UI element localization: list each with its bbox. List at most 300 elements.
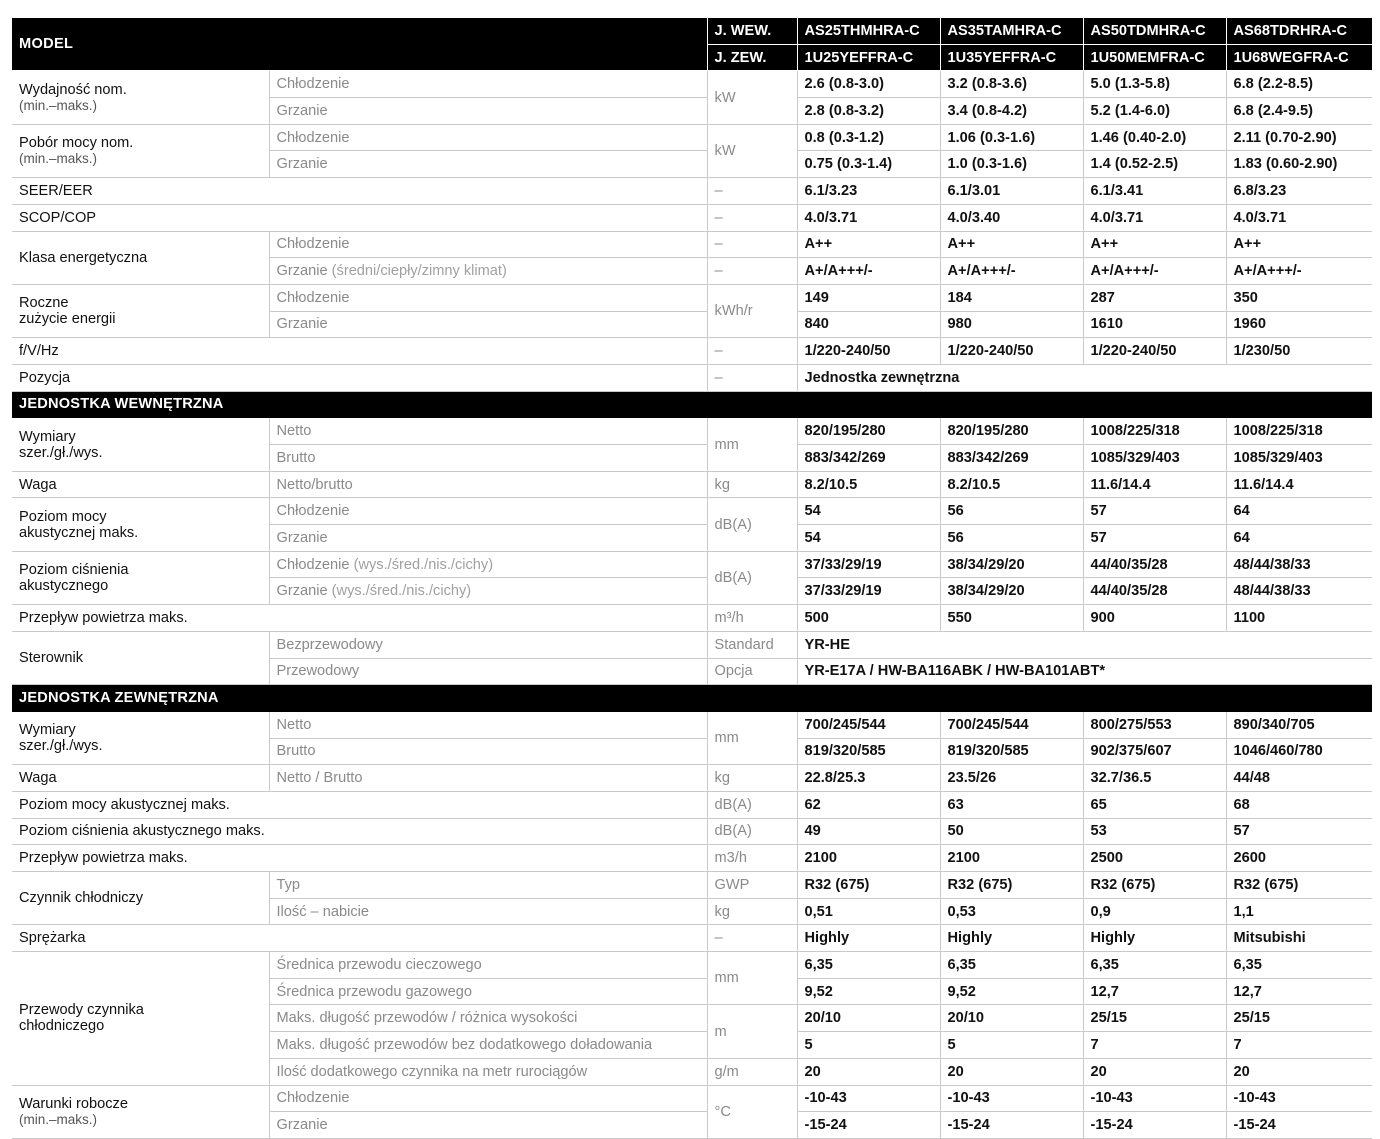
value-cell: A+/A+++/- [940, 258, 1083, 285]
table-row [12, 925, 1372, 952]
value-cell: A++ [940, 231, 1083, 258]
value-cell: 820/195/280 [797, 418, 940, 445]
row-label-text: Przepływ powietrza maks. [19, 609, 188, 626]
row-label-line2: akustycznej maks. [19, 524, 139, 541]
value-cell: 902/375/607 [1083, 738, 1226, 765]
row-sublabel-text: Chłodzenie [276, 503, 350, 520]
value-cell: 65 [1083, 791, 1226, 818]
value-cell: 1.06 (0.3-1.6) [940, 124, 1083, 151]
value-cell: 1.0 (0.3-1.6) [940, 151, 1083, 178]
row-label-text: Poziom mocy [19, 508, 107, 525]
value-cell: 1.46 (0.40-2.0) [1083, 124, 1226, 151]
indoor-model-name: AS25THMHRA-C [797, 18, 940, 44]
unit-cell: dB(A) [707, 791, 797, 818]
row-sublabel-text: Typ [276, 876, 301, 893]
value-cell: 1085/329/403 [1226, 445, 1372, 472]
table-row [12, 711, 1372, 738]
value-cell: 2.8 (0.8-3.2) [797, 98, 940, 125]
unit-cell: kWh/r [707, 284, 797, 337]
row-label-line2: szer./gł./wys. [19, 444, 103, 461]
value-cell: 2500 [1083, 845, 1226, 872]
row-sublabel [269, 1112, 707, 1139]
row-label [12, 364, 707, 391]
table-row [12, 71, 1372, 98]
row-sublabel-note: (średni/ciepły/zimny klimat) [331, 263, 507, 280]
table-row [12, 364, 1372, 391]
section-title: JEDNOSTKA ZEWNĘTRZNA [12, 685, 1372, 712]
value-cell: 2600 [1226, 845, 1372, 872]
value-cell: 53 [1083, 818, 1226, 845]
row-sublabel-text: Ilość – nabicie [276, 903, 369, 920]
value-cell: 6.8/3.23 [1226, 178, 1372, 205]
value-cell: 57 [1083, 498, 1226, 525]
row-label-text: f/V/Hz [19, 343, 59, 360]
table-row [12, 1085, 1372, 1112]
value-cell: 11.6/14.4 [1226, 471, 1372, 498]
row-label [12, 711, 269, 764]
row-label [12, 124, 269, 177]
value-cell: 22.8/25.3 [797, 765, 940, 792]
value-cell: Highly [940, 925, 1083, 952]
value-cell: 1.4 (0.52-2.5) [1083, 151, 1226, 178]
row-label [12, 204, 707, 231]
value-cell: 2100 [940, 845, 1083, 872]
value-cell: 900 [1083, 605, 1226, 632]
value-cell: 12,7 [1083, 978, 1226, 1005]
value-cell: R32 (675) [797, 872, 940, 899]
value-cell: 6.1/3.23 [797, 178, 940, 205]
value-cell: 44/40/35/28 [1083, 551, 1226, 578]
value-cell: Jednostka zewnętrzna [797, 364, 1372, 391]
value-cell: 500 [797, 605, 940, 632]
row-sublabel [269, 311, 707, 338]
value-cell: YR-E17A / HW-BA116ABK / HW-BA101ABT* [797, 658, 1372, 685]
value-cell: A++ [1226, 231, 1372, 258]
row-sublabel-note: (wys./śred./nis./cichy) [353, 556, 494, 573]
unit-cell: kg [707, 898, 797, 925]
value-cell: 25/15 [1226, 1005, 1372, 1032]
value-cell: 9,52 [940, 978, 1083, 1005]
unit-cell: dB(A) [707, 551, 797, 604]
value-cell: 64 [1226, 498, 1372, 525]
row-sublabel [269, 978, 707, 1005]
unit-cell: GWP [707, 872, 797, 899]
value-cell: 4.0/3.71 [1083, 204, 1226, 231]
row-sublabel-text: Średnica przewodu gazowego [276, 983, 473, 1000]
row-sublabel [269, 151, 707, 178]
unit-cell: °C [707, 1085, 797, 1138]
unit-cell: m [707, 1005, 797, 1058]
row-sublabel-text: Grzanie [276, 263, 328, 280]
row-sublabel [269, 738, 707, 765]
unit-cell: m³/h [707, 605, 797, 632]
row-label-text: Waga [19, 476, 57, 493]
row-sublabel [269, 98, 707, 125]
value-cell: R32 (675) [1083, 872, 1226, 899]
row-sublabel [269, 124, 707, 151]
table-row [12, 845, 1372, 872]
row-sublabel [269, 551, 707, 578]
value-cell: R32 (675) [1226, 872, 1372, 899]
value-cell: 6.8 (2.4-9.5) [1226, 98, 1372, 125]
unit-cell: m3/h [707, 845, 797, 872]
row-sublabel-text: Grzanie [276, 583, 328, 600]
row-label-text: Wymiary [19, 428, 76, 445]
value-cell: 20/10 [797, 1005, 940, 1032]
unit-cell: – [707, 204, 797, 231]
value-cell: 0.8 (0.3-1.2) [797, 124, 940, 151]
table-row [12, 418, 1372, 445]
row-sublabel-text: Grzanie [276, 316, 328, 333]
value-cell: 6.1/3.41 [1083, 178, 1226, 205]
row-label-text: Poziom ciśnienia akustycznego maks. [19, 823, 265, 840]
value-cell: 20 [1226, 1058, 1372, 1085]
outdoor-model-name: 1U35YEFFRA-C [940, 44, 1083, 71]
outdoor-unit-label: J. ZEW. [707, 44, 797, 71]
row-label [12, 925, 707, 952]
value-cell: 68 [1226, 791, 1372, 818]
row-label [12, 231, 269, 284]
value-cell: 23.5/26 [940, 765, 1083, 792]
unit-cell: Opcja [707, 658, 797, 685]
value-cell: 6.8 (2.2-8.5) [1226, 71, 1372, 98]
value-cell: R32 (675) [940, 872, 1083, 899]
table-row [12, 605, 1372, 632]
row-label-hint: (min.–maks.) [19, 150, 98, 166]
row-sublabel [269, 258, 707, 285]
value-cell: 1046/460/780 [1226, 738, 1372, 765]
row-sublabel [269, 872, 707, 899]
section-header-indoor [12, 391, 1372, 418]
value-cell: 184 [940, 284, 1083, 311]
value-cell: 819/320/585 [940, 738, 1083, 765]
value-cell: -10-43 [797, 1085, 940, 1112]
value-cell: Highly [797, 925, 940, 952]
value-cell: 287 [1083, 284, 1226, 311]
value-cell: 6.1/3.01 [940, 178, 1083, 205]
table-row [12, 791, 1372, 818]
value-cell: 2.6 (0.8-3.0) [797, 71, 940, 98]
row-sublabel-text: Chłodzenie [276, 236, 350, 253]
table-row [12, 124, 1372, 151]
unit-cell: kW [707, 124, 797, 177]
unit-cell: dB(A) [707, 498, 797, 551]
value-cell: A+/A+++/- [1226, 258, 1372, 285]
row-label-line2: chłodniczego [19, 1018, 105, 1035]
row-sublabel [269, 1058, 707, 1085]
value-cell: 2.11 (0.70-2.90) [1226, 124, 1372, 151]
row-sublabel [269, 711, 707, 738]
value-cell: 4.0/3.40 [940, 204, 1083, 231]
value-cell: 5 [940, 1032, 1083, 1059]
section-title: JEDNOSTKA WEWNĘTRZNA [12, 391, 1372, 418]
value-cell: 9,52 [797, 978, 940, 1005]
spec-table [12, 18, 1373, 1139]
value-cell: 49 [797, 818, 940, 845]
row-label [12, 1085, 269, 1138]
value-cell: 840 [797, 311, 940, 338]
value-cell: 149 [797, 284, 940, 311]
row-sublabel-text: Brutto [276, 449, 316, 466]
value-cell: 700/245/544 [940, 711, 1083, 738]
value-cell: 48/44/38/33 [1226, 551, 1372, 578]
row-label-text: Warunki robocze [19, 1095, 128, 1112]
row-label [12, 284, 269, 337]
row-sublabel [269, 445, 707, 472]
value-cell: 0.75 (0.3-1.4) [797, 151, 940, 178]
value-cell: 5 [797, 1032, 940, 1059]
row-sublabel [269, 631, 707, 658]
row-sublabel [269, 952, 707, 979]
value-cell: 890/340/705 [1226, 711, 1372, 738]
row-sublabel [269, 471, 707, 498]
value-cell: YR-HE [797, 631, 1372, 658]
row-label [12, 765, 269, 792]
unit-cell: mm [707, 418, 797, 471]
value-cell: 1960 [1226, 311, 1372, 338]
row-label-text: Roczne [19, 295, 69, 312]
row-label-text: Waga [19, 770, 57, 787]
row-label-text: Poziom ciśnienia [19, 561, 129, 578]
table-row [12, 818, 1372, 845]
row-sublabel-text: Grzanie [276, 102, 328, 119]
value-cell: 700/245/544 [797, 711, 940, 738]
value-cell: 6,35 [940, 952, 1083, 979]
row-label-hint: (min.–maks.) [19, 97, 98, 113]
row-label-text: SEER/EER [19, 182, 93, 199]
value-cell: 1610 [1083, 311, 1226, 338]
value-cell: 820/195/280 [940, 418, 1083, 445]
unit-cell: – [707, 338, 797, 365]
value-cell: -10-43 [1226, 1085, 1372, 1112]
row-label-text: Przepływ powietrza maks. [19, 850, 188, 867]
unit-cell: mm [707, 952, 797, 1005]
value-cell: 1/220-240/50 [940, 338, 1083, 365]
value-cell: 64 [1226, 525, 1372, 552]
value-cell: 4.0/3.71 [797, 204, 940, 231]
row-label-text: SCOP/COP [19, 209, 97, 226]
row-sublabel-note: (wys./śred./nis./cichy) [331, 583, 472, 600]
row-label [12, 818, 707, 845]
value-cell: 63 [940, 791, 1083, 818]
row-label [12, 791, 707, 818]
table-row [12, 231, 1372, 258]
value-cell: Highly [1083, 925, 1226, 952]
row-sublabel [269, 498, 707, 525]
table-row [12, 765, 1372, 792]
value-cell: 1008/225/318 [1083, 418, 1226, 445]
value-cell: 44/40/35/28 [1083, 578, 1226, 605]
value-cell: 0,9 [1083, 898, 1226, 925]
row-sublabel-text: Chłodzenie [276, 289, 350, 306]
row-label [12, 418, 269, 471]
row-label [12, 178, 707, 205]
unit-cell: mm [707, 711, 797, 764]
table-row [12, 872, 1372, 899]
table-row [12, 952, 1372, 979]
table-row [12, 498, 1372, 525]
value-cell: 8.2/10.5 [940, 471, 1083, 498]
row-sublabel [269, 71, 707, 98]
value-cell: A+/A+++/- [797, 258, 940, 285]
value-cell: 12,7 [1226, 978, 1372, 1005]
row-sublabel [269, 284, 707, 311]
value-cell: 56 [940, 525, 1083, 552]
row-label-text: Pozycja [19, 369, 71, 386]
value-cell: 883/342/269 [797, 445, 940, 472]
table-row [12, 284, 1372, 311]
unit-cell: – [707, 178, 797, 205]
row-sublabel-text: Maks. długość przewodów / różnica wysokości [276, 1010, 578, 1027]
value-cell: 6,35 [1083, 952, 1226, 979]
value-cell: 3.4 (0.8-4.2) [940, 98, 1083, 125]
row-label [12, 631, 269, 684]
row-label [12, 872, 269, 925]
value-cell: 20/10 [940, 1005, 1083, 1032]
value-cell: 44/48 [1226, 765, 1372, 792]
value-cell: 54 [797, 525, 940, 552]
value-cell: -15-24 [940, 1112, 1083, 1139]
row-sublabel [269, 898, 707, 925]
row-sublabel-text: Przewodowy [276, 663, 360, 680]
table-row [12, 631, 1372, 658]
row-sublabel-text: Netto/brutto [276, 476, 353, 493]
value-cell: 1/230/50 [1226, 338, 1372, 365]
value-cell: 50 [940, 818, 1083, 845]
value-cell: 819/320/585 [797, 738, 940, 765]
value-cell: 20 [940, 1058, 1083, 1085]
value-cell: 0,51 [797, 898, 940, 925]
row-label-line2: zużycie energii [19, 311, 116, 328]
value-cell: 5.0 (1.3-5.8) [1083, 71, 1226, 98]
value-cell: 2100 [797, 845, 940, 872]
row-label-line2: akustycznego [19, 577, 109, 594]
row-label [12, 551, 269, 604]
row-label-text: Przewody czynnika [19, 1002, 144, 1019]
row-sublabel-text: Grzanie [276, 1117, 328, 1134]
table-row [12, 178, 1372, 205]
row-sublabel-text: Bezprzewodowy [276, 636, 383, 653]
row-sublabel [269, 1085, 707, 1112]
value-cell: 25/15 [1083, 1005, 1226, 1032]
value-cell: -15-24 [1226, 1112, 1372, 1139]
unit-cell: g/m [707, 1058, 797, 1085]
outdoor-model-name: 1U25YEFFRA-C [797, 44, 940, 71]
value-cell: A+/A+++/- [1083, 258, 1226, 285]
row-sublabel [269, 1005, 707, 1032]
row-sublabel-text: Grzanie [276, 529, 328, 546]
row-sublabel-text: Netto [276, 716, 312, 733]
row-label-text: Sprężarka [19, 930, 86, 947]
row-sublabel [269, 658, 707, 685]
indoor-model-name: AS35TAMHRA-C [940, 18, 1083, 44]
indoor-model-name: AS68TDRHRA-C [1226, 18, 1372, 44]
value-cell: 38/34/29/20 [940, 578, 1083, 605]
row-label [12, 338, 707, 365]
row-label-text: Klasa energetyczna [19, 249, 148, 266]
value-cell: 38/34/29/20 [940, 551, 1083, 578]
row-label-text: Czynnik chłodniczy [19, 890, 144, 907]
value-cell: 1100 [1226, 605, 1372, 632]
unit-cell: kg [707, 471, 797, 498]
row-sublabel-text: Chłodzenie [276, 556, 350, 573]
value-cell: 3.2 (0.8-3.6) [940, 71, 1083, 98]
value-cell: 62 [797, 791, 940, 818]
row-sublabel-text: Chłodzenie [276, 1090, 350, 1107]
value-cell: 1/220-240/50 [797, 338, 940, 365]
value-cell: 8.2/10.5 [797, 471, 940, 498]
value-cell: 800/275/553 [1083, 711, 1226, 738]
value-cell: 0,53 [940, 898, 1083, 925]
value-cell: -10-43 [1083, 1085, 1226, 1112]
value-cell: 980 [940, 311, 1083, 338]
value-cell: 1085/329/403 [1083, 445, 1226, 472]
row-sublabel-text: Netto [276, 423, 312, 440]
unit-cell: – [707, 925, 797, 952]
value-cell: 37/33/29/19 [797, 578, 940, 605]
row-sublabel-text: Chłodzenie [276, 76, 350, 93]
row-sublabel-text: Ilość dodatkowego czynnika na metr rurociągów [276, 1063, 588, 1080]
row-label [12, 471, 269, 498]
value-cell: -15-24 [797, 1112, 940, 1139]
table-row [12, 204, 1372, 231]
table-row [12, 471, 1372, 498]
row-sublabel [269, 578, 707, 605]
row-sublabel-text: Brutto [276, 743, 316, 760]
value-cell: 54 [797, 498, 940, 525]
value-cell: 48/44/38/33 [1226, 578, 1372, 605]
value-cell: 57 [1226, 818, 1372, 845]
unit-cell: kg [707, 765, 797, 792]
row-label-text: Wymiary [19, 722, 76, 739]
row-sublabel-text: Netto / Brutto [276, 770, 363, 787]
value-cell: 6,35 [1226, 952, 1372, 979]
indoor-unit-label: J. WEW. [707, 18, 797, 44]
unit-cell: – [707, 258, 797, 285]
value-cell: -15-24 [1083, 1112, 1226, 1139]
value-cell: 56 [940, 498, 1083, 525]
row-sublabel-text: Maks. długość przewodów bez dodatkowego doładowania [276, 1036, 653, 1053]
value-cell: 4.0/3.71 [1226, 204, 1372, 231]
value-cell: 350 [1226, 284, 1372, 311]
outdoor-model-name: 1U68WEGFRA-C [1226, 44, 1372, 71]
table-row [12, 551, 1372, 578]
row-sublabel [269, 525, 707, 552]
row-sublabel-text: Grzanie [276, 156, 328, 173]
row-label-line2: szer./gł./wys. [19, 738, 103, 755]
row-sublabel [269, 231, 707, 258]
value-cell: 32.7/36.5 [1083, 765, 1226, 792]
row-label-text: Poziom mocy akustycznej maks. [19, 796, 230, 813]
value-cell: 57 [1083, 525, 1226, 552]
value-cell: 1.83 (0.60-2.90) [1226, 151, 1372, 178]
row-sublabel [269, 418, 707, 445]
value-cell: 5.2 (1.4-6.0) [1083, 98, 1226, 125]
value-cell: 11.6/14.4 [1083, 471, 1226, 498]
row-sublabel [269, 765, 707, 792]
header-row-indoor [12, 18, 1372, 44]
value-cell: -10-43 [940, 1085, 1083, 1112]
row-label-text: Sterownik [19, 650, 84, 666]
value-cell: 1/220-240/50 [1083, 338, 1226, 365]
unit-cell: – [707, 231, 797, 258]
value-cell: 20 [797, 1058, 940, 1085]
value-cell: 6,35 [797, 952, 940, 979]
value-cell: 550 [940, 605, 1083, 632]
value-cell: 37/33/29/19 [797, 551, 940, 578]
row-sublabel [269, 1032, 707, 1059]
value-cell: A++ [1083, 231, 1226, 258]
